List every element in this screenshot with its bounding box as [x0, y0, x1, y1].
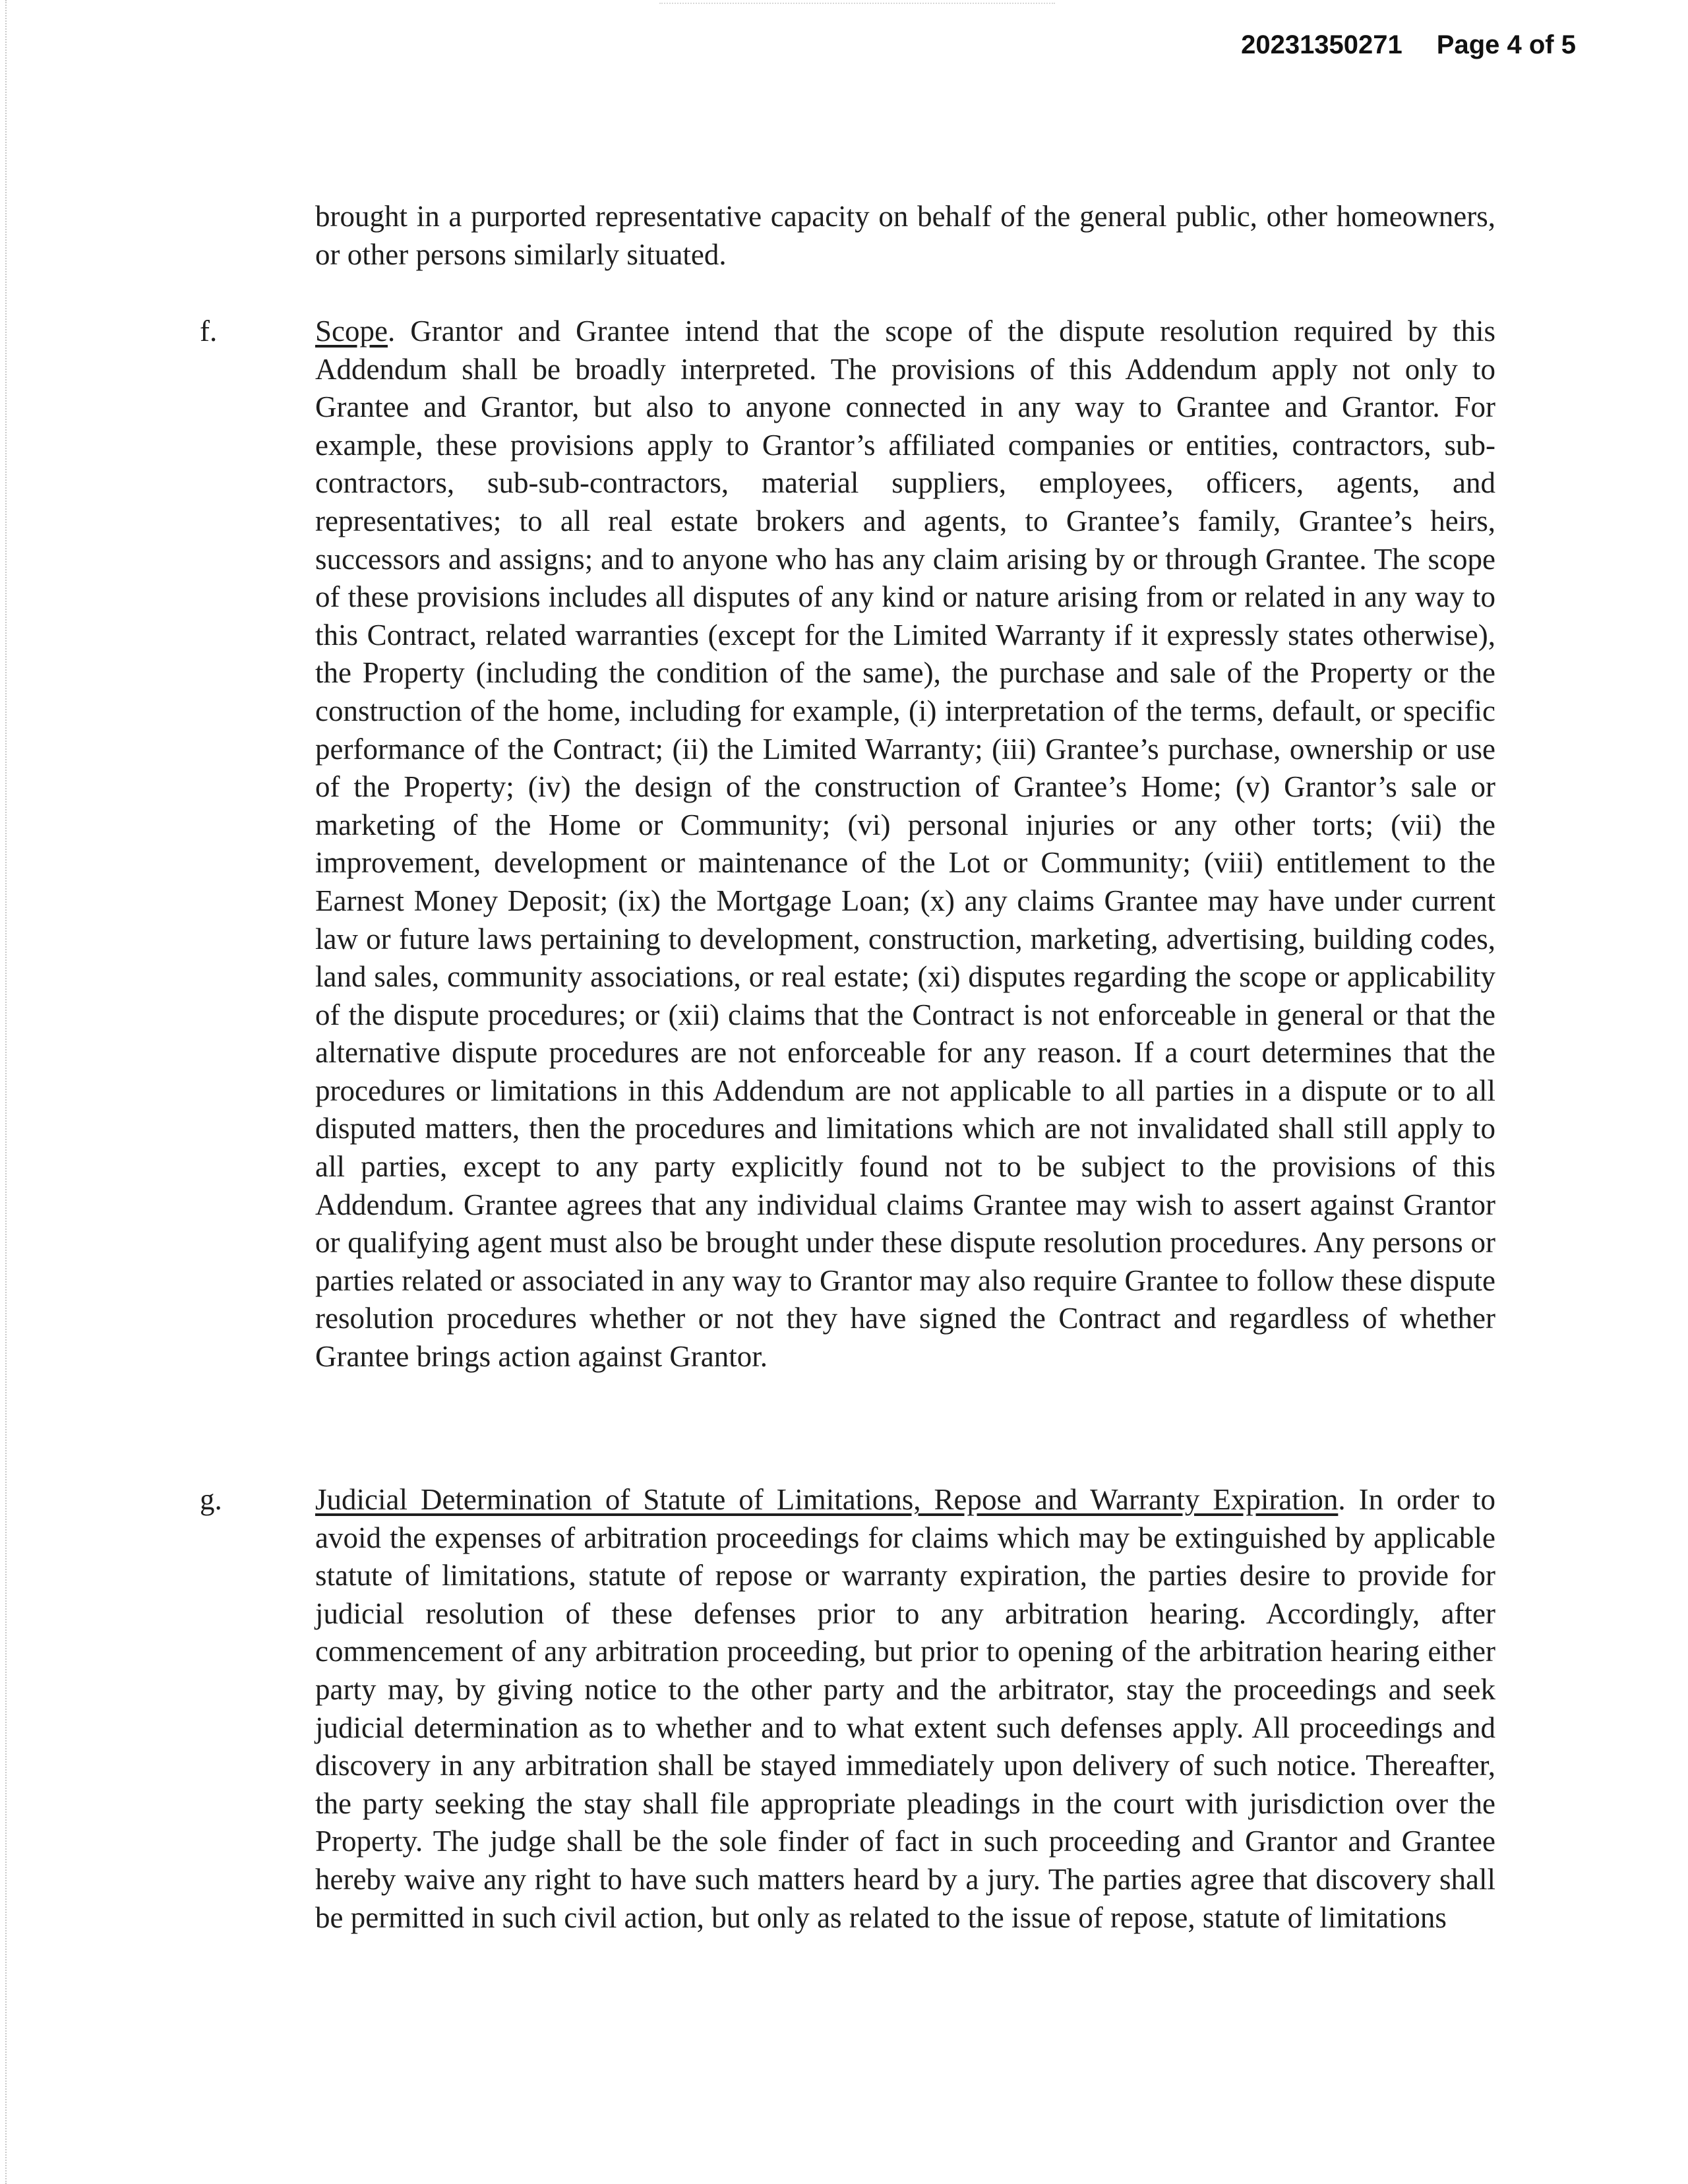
page-header — [1241, 30, 1576, 60]
section-g-heading: Judicial Determination of Statute of Limitations, Repose and Warranty Expiration — [315, 1483, 1339, 1516]
section-f-marker: f. — [200, 315, 218, 348]
section-g-text: . In order to avoid the expenses of arbitration proceedings for claims which may be extinguished by applicable statute of limitations, statute of repose or warranty expiration, the parties desire to provide for judicial resolution of these defenses prior to any arbitration hearing. Accordingly, after commencement of any arbitration proceeding, but prior to opening of the arbitration hearing either party may, by giving notice to the other party and the arbitrator, stay the proceedings and seek judicial determination as to whether and to what extent such defenses apply. All proceedings and discovery in any arbitration shall be stayed immediately upon delivery of such notice. Thereafter, the party seeking the stay shall file appropriate pleadings in the court with jurisdiction over the Property. The judge shall be the sole finder of fact in such proceeding and Grantor and Grantee hereby waive any right to have such matters heard by a jury. The parties agree that discovery shall be permitted in such civil action, but only as related to the issue of repose, statute of limitations — [315, 1483, 1495, 1934]
section-g-marker: g. — [200, 1483, 222, 1516]
page-number: Page 4 of 5 — [1436, 30, 1576, 59]
continuation-text: brought in a purported representative capacity on behalf of the general public, other homeowners, or other persons similarly situated. — [315, 200, 1495, 271]
continuation-paragraph — [315, 198, 1495, 274]
scan-edge-left — [5, 0, 7, 2184]
section-f-paragraph — [315, 313, 1495, 1376]
section-f-text: . Grantor and Grantee intend that the scope of the dispute resolution required by this Addendum shall be broadly interpreted. The provisions of this Addendum apply not only to Grantee and Grantor, but also to anyone connected in any way to Grantee and Grantor. For example, these provisions apply to Grantor’s affiliated companies or entities, contractors, sub-contractors, sub-sub-contractors, material suppliers, employees, officers, agents, and representatives; to all real estate brokers and agents, to Grantee’s family, Grantee’s heirs, successors and assigns; and to anyone who has any claim arising by or through Grantee. The scope of these provisions includes all disputes of any kind or nature arising from or related in any way to this Contract, related warranties (except for the Limited Warranty if it expressly states otherwise), the Property (including the condition of the same), the purchase and sale of the Property or the construction of the home, including for example, (i) interpretation of the terms, default, or specific performance of the Contract; (ii) the Limited Warranty; (iii) Grantee’s purchase, ownership or use of the Property; (iv) the design of the construction of Grantee’s Home; (v) Grantor’s sale or marketing of the Home or Community; (vi) personal injuries or any other torts; (vii) the improvement, development or maintenance of the Lot or Community; (viii) entitlement to the Earnest Money Deposit; (ix) the Mortgage Loan; (x) any claims Grantee may have under current law or future laws pertaining to development, construction, marketing, advertising, building codes, land sales, community associations, or real estate; (xi) disputes regarding the scope or applicability of the dispute procedures; or (xii) claims that the Contract is not enforceable in general or that the alternative dispute procedures are not enforceable for any reason. If a court determines that the procedures or limitations in this Addendum are not applicable to all parties in a dispute or to all disputed matters, then the procedures and limitations which are not invalidated shall still apply to all parties, except to any party explicitly found not to be subject to the provisions of this Addendum. Grantee agrees that any individual claims Grantee may wish to assert against Grantor or qualifying agent must also be brought under these dispute resolution procedures. Any persons or parties related or associated in any way to Grantor may also require Grantee to follow these dispute resolution procedures whether or not they have signed the Contract and regardless of whether Grantee brings action against Grantor. — [315, 315, 1495, 1374]
section-f-heading: Scope — [315, 315, 388, 348]
section-g-paragraph — [315, 1481, 1495, 1937]
document-number: 20231350271 — [1241, 30, 1402, 59]
scan-edge-top — [659, 3, 1055, 4]
